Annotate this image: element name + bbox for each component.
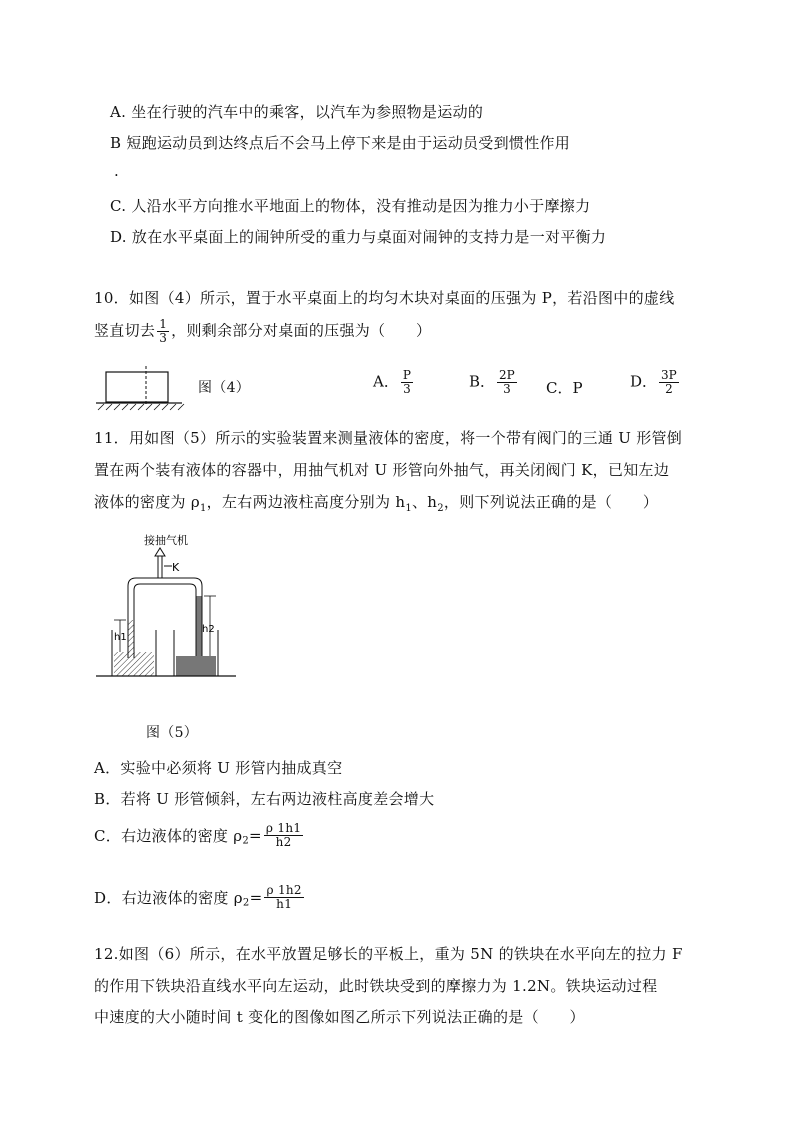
q10-option-b-num: 2P: [499, 368, 515, 382]
q10-option-c: C．P: [546, 379, 583, 397]
q10-option-a-label: A．: [373, 372, 399, 391]
q11-stem-line2: 置在两个装有液体的容器中，用抽气机对 U 形管向外抽气，再关闭阀门 K，已知左边: [94, 461, 670, 479]
q11-option-d-sub: 2: [242, 897, 250, 909]
q11-option-c-sub: 2: [242, 835, 250, 847]
q11-option-c-den: h2: [264, 835, 303, 849]
q11-option-c: [94, 822, 305, 849]
q10-fraction-num: 1: [159, 317, 168, 331]
q11-stem-line3-b: ，左右两边液柱高度分别为 h: [206, 493, 406, 511]
q11-option-d-eq: =: [249, 888, 263, 907]
q11-option-c-num: ρ 1h1: [265, 821, 302, 835]
q10-option-b-den: 3: [497, 382, 517, 396]
q11-option-d-den: h1: [264, 897, 303, 911]
q10-stem-line1: 10．如图（4）所示，置于水平桌面上的均匀木块对桌面的压强为 P，若沿图中的虚线: [94, 289, 675, 307]
q11-h2-sub: 2: [437, 503, 444, 514]
q11-stem-line3-a: 液体的密度为 ρ: [94, 493, 200, 511]
q9-option-b: B 短跑运动员到达终点后不会马上停下来是由于运动员受到惯性作用: [110, 134, 571, 152]
q11-option-c-eq: =: [249, 826, 262, 845]
q10-stem-pre: 竖直切去: [94, 321, 156, 340]
q10-option-d-num: 3P: [661, 368, 677, 382]
q11-option-d-num: ρ 1h2: [266, 883, 302, 897]
q9-option-c: C. 人沿水平方向推水平地面上的物体，没有推动是因为推力小于摩擦力: [110, 197, 591, 215]
q11-stem-line3-c: 、h: [411, 493, 438, 511]
figure-5-h1-label: h1: [114, 632, 127, 643]
q10-option-d: [630, 369, 681, 396]
figure-5: [94, 534, 244, 680]
q10-option-b: [469, 369, 519, 396]
q11-option-d: [94, 884, 306, 911]
q10-stem-post: ，则剩余部分对桌面的压强为（ ）: [171, 321, 432, 340]
q11-option-d-text: D．右边液体的密度 ρ: [94, 889, 243, 907]
q12-stem-line3: 中速度的大小随时间 t 变化的图像如图乙所示下列说法正确的是（ ）: [94, 1008, 585, 1026]
q11-stem-line1: 11．用如图（5）所示的实验装置来测量液体的密度，将一个带有阀门的三通 U 形管倒: [94, 429, 683, 447]
q10-option-a-num: P: [402, 368, 411, 382]
q11-option-c-fraction: [264, 822, 303, 849]
q10-stem-line2: [94, 318, 431, 345]
q9-option-d: D. 放在水平桌面上的闹钟所受的重力与桌面对闹钟的支持力是一对平衡力: [110, 228, 607, 246]
q9-option-a: A. 坐在行驶的汽车中的乘客，以汽车为参照物是运动的: [110, 103, 484, 121]
q10-fraction: [157, 318, 169, 345]
q11-stem-line3-d: ，则下列说法正确的是（ ）: [443, 493, 659, 511]
figure-4: [94, 366, 186, 412]
q11-option-a: A．实验中必须将 U 形管内抽成真空: [94, 759, 343, 777]
q10-option-a: [373, 369, 415, 396]
q10-option-d-den: 2: [659, 382, 679, 396]
q11-stem-line3: [94, 491, 658, 514]
q12-stem-line1: 12.如图（6）所示，在水平放置足够长的平板上，重为 5N 的铁块在水平向左的拉力 F: [94, 945, 683, 963]
figure-5-h2-label: h2: [202, 624, 215, 635]
q10-option-a-den: 3: [401, 382, 413, 396]
q10-option-d-label: D．: [630, 372, 658, 391]
q9-option-b-dot: .: [114, 162, 120, 180]
q11-option-c-text: C．右边液体的密度 ρ: [94, 827, 243, 845]
q10-fraction-den: 3: [159, 331, 168, 345]
figure-5-pump-label: 接抽气机: [144, 534, 188, 547]
q11-option-b: B．若将 U 形管倾斜，左右两边液柱高度差会增大: [94, 790, 435, 808]
q11-option-d-fraction: [264, 884, 303, 911]
q11-rho1-sub: 1: [200, 503, 207, 514]
figure-4-label: 图（4）: [198, 380, 251, 396]
q11-h1-sub: 1: [405, 503, 412, 514]
figure-5-k-label: K: [172, 561, 180, 574]
q12-stem-line2: 的作用下铁块沿直线水平向左运动，此时铁块受到的摩擦力为 1.2N。铁块运动过程: [94, 977, 658, 995]
q10-option-b-label: B．: [469, 372, 496, 391]
figure-5-caption: 图（5）: [146, 725, 199, 741]
